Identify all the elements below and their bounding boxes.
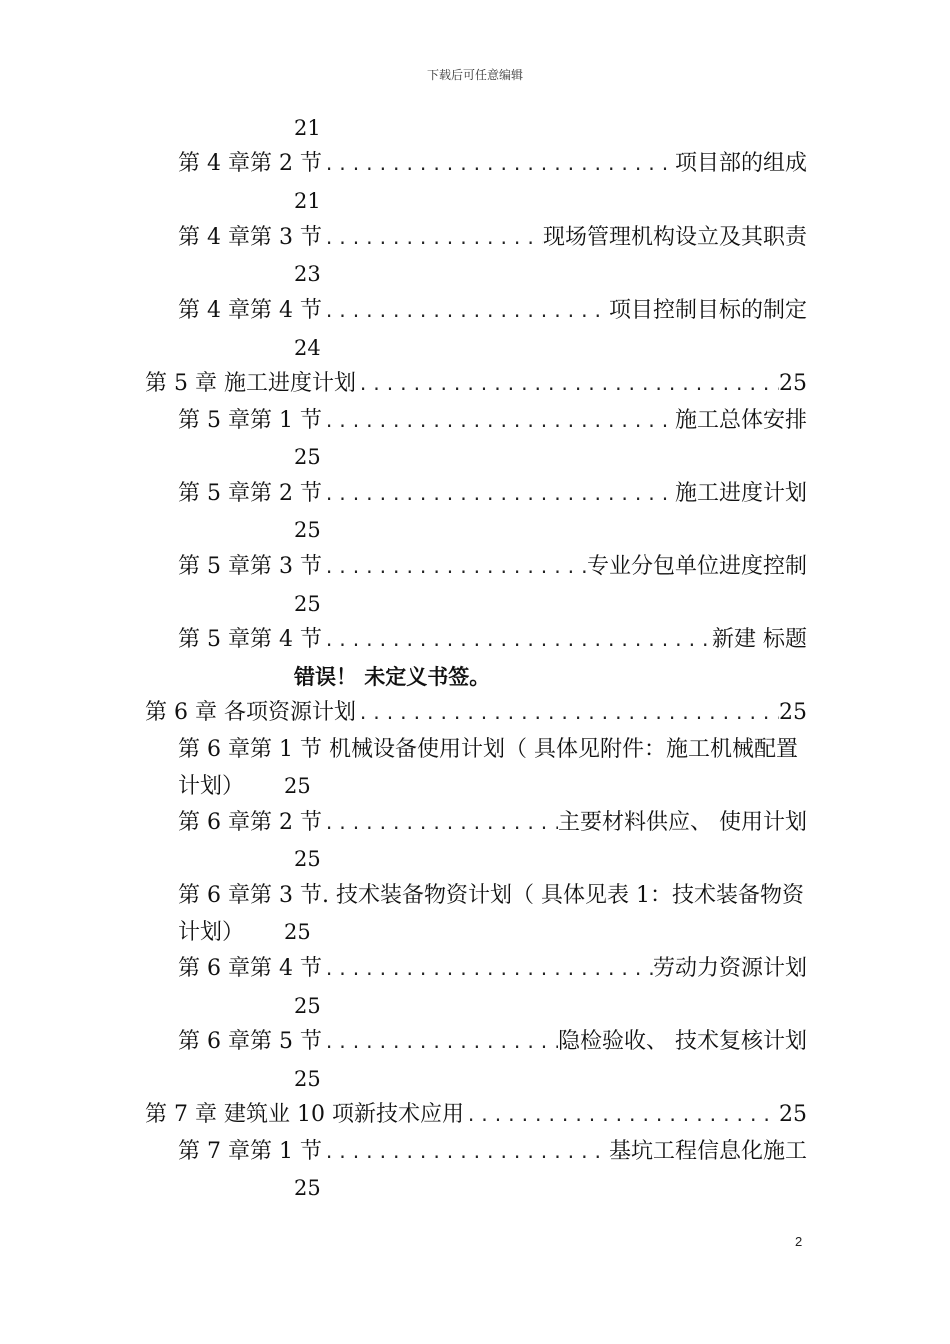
toc-title: 现场管理机构设立及其职责 [542, 225, 807, 250]
toc-label: 第 7 章第 1 节 [178, 1139, 322, 1164]
toc-label: 第 5 章 施工进度计划 [145, 371, 356, 396]
toc-leader-dots [356, 369, 779, 401]
toc-entry-5-4[interactable] [178, 624, 807, 656]
toc-page-number: 23 [294, 262, 321, 286]
page-number: 2 [795, 1234, 803, 1249]
toc-leader-dots [322, 625, 712, 657]
toc-entry-6-3[interactable] [178, 880, 807, 912]
toc-text: 第 6 章第 3 节. 技术装备物资计划（ 具体见表 1：技术装备物资 [178, 883, 804, 908]
toc-leader-dots [322, 1137, 609, 1169]
bookmark-error-text: 错误！ 未定义书签。 [294, 665, 491, 689]
toc-title: 项目控制目标的制定 [608, 298, 807, 323]
toc-leader-dots [356, 698, 779, 730]
page-header: 下载后可任意编辑 [426, 68, 523, 82]
toc-leader-dots [322, 149, 675, 181]
toc-entry-chapter-6[interactable] [145, 697, 807, 729]
toc-label: 第 6 章第 5 节 [178, 1029, 322, 1054]
toc-title: 基坑工程信息化施工 [608, 1139, 807, 1164]
toc-leader-dots [322, 1027, 558, 1059]
toc-label: 第 5 章第 3 节 [178, 554, 322, 579]
toc-title: 施工总体安排 [674, 408, 807, 433]
toc-label: 第 5 章第 4 节 [178, 627, 322, 652]
toc-title: 新建 标题 [712, 627, 807, 652]
toc-leader-dots [322, 406, 675, 438]
toc-entry-6-1[interactable] [178, 734, 807, 766]
toc-leader-dots [322, 954, 653, 986]
toc-title: 项目部的组成 [674, 151, 807, 176]
toc-title: 专业分包单位进度控制 [586, 554, 807, 579]
toc-page-number: 25 [294, 518, 321, 542]
toc-page-number: 21 [294, 116, 321, 140]
toc-leader-dots [322, 296, 609, 328]
toc-page-number: 25 [779, 371, 807, 396]
toc-page-number: 25 [294, 1067, 321, 1091]
toc-page-number: 25 [294, 592, 321, 616]
toc-label: 第 7 章 建筑业 10 项新技术应用 [145, 1102, 464, 1127]
toc-leader-dots [322, 552, 587, 584]
toc-text-continuation: 计划） [178, 920, 245, 945]
toc-label: 第 6 章 各项资源计划 [145, 700, 356, 725]
toc-text: 第 6 章第 1 节 机械设备使用计划（ 具体见附件：施工机械配置 [178, 737, 798, 762]
toc-label: 第 6 章第 2 节 [178, 810, 322, 835]
toc-label: 第 6 章第 4 节 [178, 956, 322, 981]
toc-entry-5-1[interactable] [178, 405, 807, 437]
toc-label: 第 5 章第 2 节 [178, 481, 322, 506]
toc-entry-7-1[interactable] [178, 1136, 807, 1168]
toc-entry-5-2[interactable] [178, 478, 807, 510]
toc-leader-dots [322, 223, 543, 255]
toc-label: 第 4 章第 2 节 [178, 151, 322, 176]
toc-entry-4-3[interactable] [178, 222, 807, 254]
toc-label: 第 5 章第 1 节 [178, 408, 322, 433]
toc-title: 施工进度计划 [674, 481, 807, 506]
toc-leader-dots [322, 479, 675, 511]
toc-page-number: 25 [779, 1102, 807, 1127]
toc-page-number: 25 [294, 445, 321, 469]
toc-page-number: 25 [779, 700, 807, 725]
toc-leader-dots [464, 1100, 779, 1132]
toc-page-number: 25 [284, 774, 311, 798]
toc-page-number: 25 [294, 847, 321, 871]
toc-entry-6-2[interactable] [178, 807, 807, 839]
toc-page-number: 25 [294, 994, 321, 1018]
toc-page-number: 24 [294, 336, 321, 360]
toc-entry-6-4[interactable] [178, 953, 807, 985]
toc-entry-4-2[interactable] [178, 148, 807, 180]
toc-label: 第 4 章第 4 节 [178, 298, 322, 323]
toc-entry-6-1-continuation [178, 770, 311, 802]
toc-entry-6-5[interactable] [178, 1026, 807, 1058]
toc-entry-chapter-5[interactable] [145, 368, 807, 400]
toc-page-number: 25 [284, 920, 311, 944]
toc-leader-dots [322, 808, 558, 840]
toc-entry-chapter-7[interactable] [145, 1099, 807, 1131]
toc-title: 劳动力资源计划 [652, 956, 807, 981]
toc-page-number: 21 [294, 189, 321, 213]
toc-entry-5-3[interactable] [178, 551, 807, 583]
toc-page-number: 25 [294, 1176, 321, 1200]
toc-title: 主要材料供应、 使用计划 [558, 810, 807, 835]
toc-title: 隐检验收、 技术复核计划 [558, 1029, 807, 1054]
toc-text-continuation: 计划） [178, 774, 245, 799]
toc-label: 第 4 章第 3 节 [178, 225, 322, 250]
toc-entry-4-4[interactable] [178, 295, 807, 327]
toc-entry-6-3-continuation [178, 916, 311, 948]
